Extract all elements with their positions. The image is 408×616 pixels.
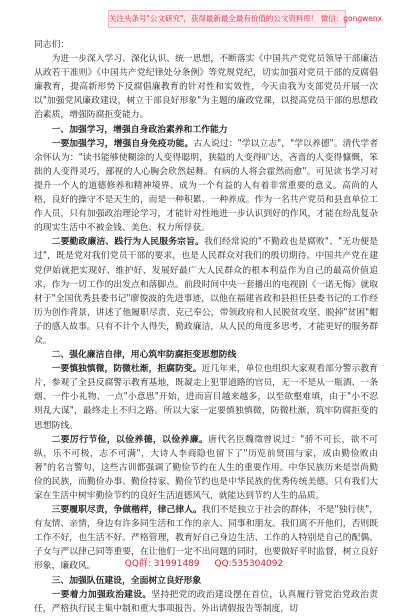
section-heading-2: 二、强化廉洁自律，用心筑牢防腐拒变思想防线 [51,350,237,361]
subsection-title: 一要加强学习，增强自身免疫功能。 [51,138,194,149]
subsection-text: 古人说过："学以立志"，"学以养德"。清代学者余怀认为："读书能够使糊涂的人变得聪明，狭隘的人变得旷达，吝啬的人变得慷慨，笨拙的人变得灵巧，鄙视的人心胸会欣然起舞。有病的人将会霍然而愈"。可见读书学习对提升一个人的道德修养和精神境界、成为一个有益的人有着非常重要的意义。高尚的人格，良好的操守不是天生的，而是一种积累、一种养成。作为一名共产党员和县直单位工作人员，只有加强政治理论学习，才能针对性地进一步认识到好的作风，才能在纷乱复杂的现实生活中不被金钱、美色、权力所俘获。 [34,138,378,234]
subsection-title: 一要慎独慎微，防微杜渐，拒腐防变。 [51,364,202,375]
qq-group-text: QQ群: 31991489 [124,559,200,569]
subsection-text: 我们不是独立于社会的群体，不是"独行侠"，有友情、亲情，身边有许多同生活和工作的亲人、同事和朋友。我们离不开他们，否则既工作不好，也生活不好。严格管理，教育好自己身边生活、工作的人特别是自己的配偶、子女与严以律己同等重要，在让他们一定不出问题的同时，也要做好平时监督，树立良好形象，廉政风。 [34,505,378,572]
banner-text: 关注头条号"公文研究"，获得最新最全最有价值的公文资料库！ 微信：gongwenx [109,14,383,23]
subsection-2 [34,235,378,348]
subsection-4 [34,433,378,503]
greeting: 同志们： [34,40,70,50]
qq-text: QQ:535304092 [214,559,284,569]
subsection-title: 三要履职尽责，争做楷样，律己律人。 [51,505,202,516]
intro-paragraph: 为进一步深入学习、深化认识、统一思想，不断落实《中国共产党党员领导干部廉洁从政若干准则》《中国共产党纪律处分条例》等党规党纪，切实加强对党员干部的反腐倡廉教育，提高新形势下反腐倡廉教育的针对性和实效性，今天由我为支部党员开展一次以"加强党风廉政建设，树立干部良好形象"为主题的廉政党课，以提高党员干部的思想政治素质，增强防腐拒变能力。 [34,54,378,121]
subsection-text: 唐代名臣魏徵曾说过："骄不可长，欲不可纵，乐不可极，志不可满"，大诗人李商隐也留下了"历览前贤国与家，成由勤俭败由奢"的名言警句，这些古训都强调了勤俭节约在人生的重要作用。中华民族历来是崇尚勤俭的民族，而勤俭办事、勤俭持家、勤俭节约也是中华民族的优秀传统美德。只有我们大家在生活中树牢勤俭节约的良好生活道德风气，就能达到节约人生的品质。 [34,434,378,501]
subsection-text: 我们经常说的"不勤政也是腐败"、"无功便是过"，既是党对我们党员干部的要求，也是人民群众对我们的殷切期待。中国共产党在建党伊始就把实现好、维护好、发展好最广大人民群众的根本利益作为自己的最高价值追求，作为一切工作的出发点和落脚点。前段时间中央一套播出的电视剧《一诺无悔》就取材于"全国优秀县委书记"廖俊波的先进事迹，以他在福建省政和县担任县委书记的工作经历为创作背景，讲述了他履职尽责、克己奉公，带领政府和人民脱贫攻坚、脱掉"贫困"帽子的感人故事。只有不计个人得失，勤政廉洁，从人民的角度多思考，才能更好的服务群众。 [34,237,378,346]
subsection-1 [34,137,378,236]
subsection-text: 近几年来，单位也组织大家观看部分警示教育片，参观了全县反腐警示教育基地，既凝走上犯罪道路的官员，无一不是从一瓶酒、一条烟、一件小礼物、一点"小意思"开始，进而盲目越来越多，以至欲壑难填，由于"小不忍则乱大谋"，最终走上不归之路。所以大家一定要慎独慎微，防微杜渐，筑牢防腐拒变的思想防线。 [34,364,378,431]
section-heading-1: 一、加强学习，增强自身政治素养和工作能力 [51,124,228,135]
subsection-title: 二要勤政廉洁、践行为人民服务宗旨。 [51,237,205,248]
subsection-title: 一要着力加强政治建设。 [51,589,152,600]
footer [0,556,408,572]
subsection-text: 坚持把党的政治建设摆在首位，认真履行管党治党政治责任，严格执行民主集中制和重大事项报告、外出请假报告等制度，切 [34,589,378,614]
subsection-3 [34,362,378,432]
subsection-6 [34,588,378,616]
top-banner [108,10,383,28]
section-heading-3: 三、加强队伍建设，全面树立良好形象 [51,575,202,586]
subsection-title: 二要厉行节俭，以俭养德，以俭养廉。 [51,434,209,445]
